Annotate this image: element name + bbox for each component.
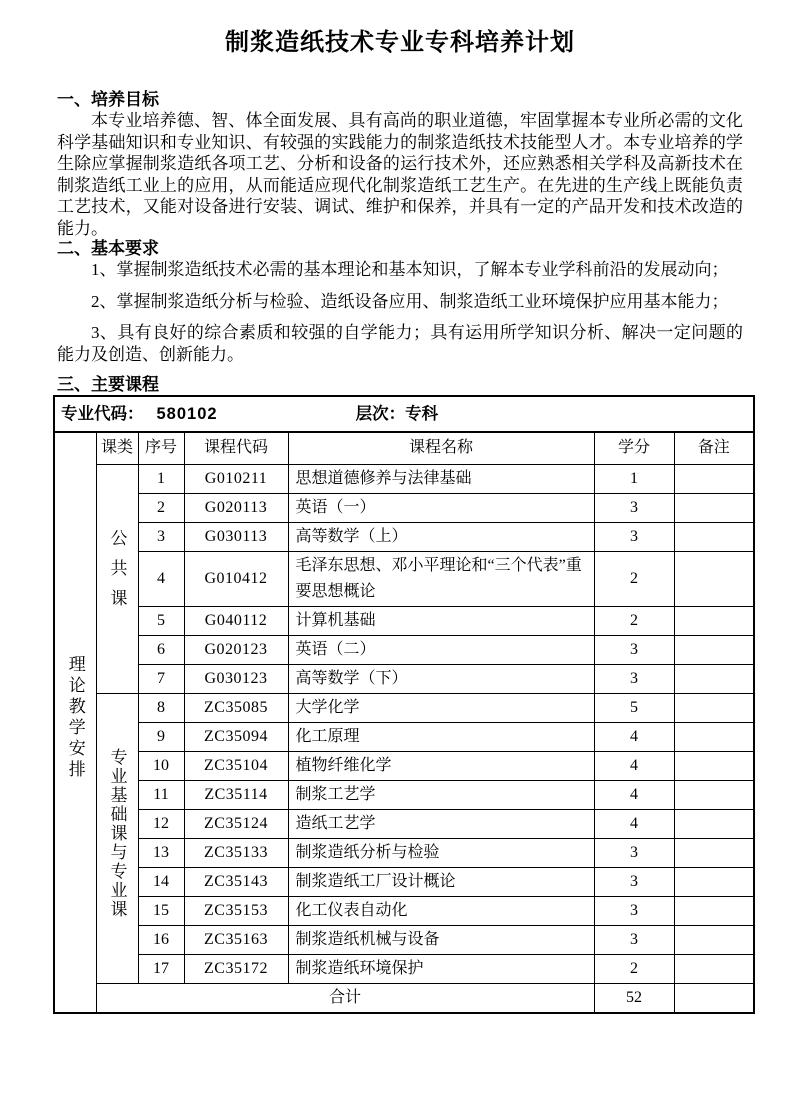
course-name-cell: 高等数学（下） [288, 664, 594, 693]
course-row [54, 693, 754, 722]
major-code-label: 专业代码： [61, 405, 144, 423]
course-category-cell [96, 693, 138, 983]
section-goal-body: 本专业培养德、智、体全面发展、具有高尚的职业道德，牢固掌握本专业所必需的文化科学基础知识和专业知识、有较强的实践能力的制浆造纸技术技能型人才。本专业培养的学生除应掌握制浆造纸各项工艺、分析和设备的运行技术外，还应熟悉相关学科及高新技术在制浆造纸工业上的应用，从而能适应现代化制浆造纸工艺生产。在先进的生产线上既能负责工艺技术，又能对设备进行安装、调试、维护和保养，并具有一定的产品开发和技术改造的能力。 [57, 111, 743, 238]
course-row [54, 954, 754, 983]
course-credits-cell: 2 [594, 954, 674, 983]
course-name-cell: 计算机基础 [288, 606, 594, 635]
course-remarks-cell [674, 693, 754, 722]
course-row [54, 867, 754, 896]
course-credits-cell: 3 [594, 867, 674, 896]
course-name-cell: 英语（二） [288, 635, 594, 664]
course-credits-cell: 4 [594, 809, 674, 838]
requirement-item-1: 1、掌握制浆造纸技术必需的基本理论和基本知识，了解本专业学科前沿的发展动向； [91, 260, 729, 279]
course-name-cell: 制浆造纸工厂设计概论 [288, 867, 594, 896]
course-name-cell: 植物纤维化学 [288, 751, 594, 780]
course-credits-cell: 3 [594, 925, 674, 954]
course-remarks-cell [674, 809, 754, 838]
course-row [54, 464, 754, 493]
course-row [54, 722, 754, 751]
course-row [54, 780, 754, 809]
course-index-cell: 10 [138, 751, 184, 780]
course-remarks-cell [674, 522, 754, 551]
document-title: 制浆造纸技术专业专科培养计划 [225, 29, 575, 56]
section-requirements-heading: 二、基本要求 [57, 239, 159, 258]
course-name-cell: 造纸工艺学 [288, 809, 594, 838]
course-remarks-cell [674, 925, 754, 954]
course-remarks-cell [674, 551, 754, 606]
course-credits-cell: 3 [594, 522, 674, 551]
col-header-name: 课程名称 [288, 432, 594, 464]
course-index-cell: 3 [138, 522, 184, 551]
course-row [54, 635, 754, 664]
course-credits-cell: 4 [594, 722, 674, 751]
requirement-item-2: 2、掌握制浆造纸分析与检验、造纸设备应用、制浆造纸工业环境保护应用基本能力； [91, 291, 729, 311]
course-index-cell: 14 [138, 867, 184, 896]
course-code-cell: ZC35143 [184, 867, 288, 896]
course-credits-cell: 4 [594, 780, 674, 809]
course-row [54, 925, 754, 954]
course-name-cell: 大学化学 [288, 693, 594, 722]
course-name-cell: 制浆造纸机械与设备 [288, 925, 594, 954]
course-credits-cell: 1 [594, 464, 674, 493]
course-code-cell: ZC35172 [184, 954, 288, 983]
course-code-cell: G020123 [184, 635, 288, 664]
course-name-cell: 高等数学（上） [288, 522, 594, 551]
course-table [53, 395, 755, 1014]
total-credits-cell: 52 [594, 983, 674, 1013]
course-index-cell: 12 [138, 809, 184, 838]
course-code-cell: G010211 [184, 464, 288, 493]
col-header-code: 课程代码 [184, 432, 288, 464]
course-index-cell: 11 [138, 780, 184, 809]
course-code-cell: ZC35114 [184, 780, 288, 809]
course-code-cell: ZC35153 [184, 896, 288, 925]
total-label-cell: 合计 [96, 983, 594, 1013]
course-credits-cell: 3 [594, 664, 674, 693]
course-row [54, 838, 754, 867]
course-index-cell: 15 [138, 896, 184, 925]
course-index-cell: 8 [138, 693, 184, 722]
col-header-category: 课类 [96, 432, 138, 464]
course-row [54, 522, 754, 551]
course-index-cell: 1 [138, 464, 184, 493]
course-code-cell: ZC35104 [184, 751, 288, 780]
course-name-cell: 毛泽东思想、邓小平理论和“三个代表”重要思想概论 [288, 551, 594, 606]
course-code-cell: G020113 [184, 493, 288, 522]
table-meta-cell [54, 396, 754, 432]
course-remarks-cell [674, 464, 754, 493]
course-index-cell: 16 [138, 925, 184, 954]
course-remarks-cell [674, 896, 754, 925]
table-header-row [54, 432, 754, 464]
col-header-index: 序号 [138, 432, 184, 464]
total-remarks-cell [674, 983, 754, 1013]
section-courses-heading: 三、主要课程 [57, 375, 159, 394]
course-index-cell: 5 [138, 606, 184, 635]
course-index-cell: 17 [138, 954, 184, 983]
course-index-cell: 2 [138, 493, 184, 522]
course-code-cell: G010412 [184, 551, 288, 606]
course-credits-cell: 2 [594, 551, 674, 606]
col-header-remarks: 备注 [674, 432, 754, 464]
col-header-credits: 学分 [594, 432, 674, 464]
course-code-cell: ZC35094 [184, 722, 288, 751]
course-category-label: 公共课 [107, 529, 127, 619]
course-remarks-cell [674, 493, 754, 522]
course-remarks-cell [674, 838, 754, 867]
section-goal-heading: 一、培养目标 [57, 90, 159, 109]
course-index-cell: 4 [138, 551, 184, 606]
course-credits-cell: 5 [594, 693, 674, 722]
course-name-cell: 化工原理 [288, 722, 594, 751]
course-name-cell: 制浆造纸分析与检验 [288, 838, 594, 867]
requirement-item-3: 3、具有良好的综合素质和较强的自学能力；具有运用所学知识分析、解决一定问题的能力及创造、创新能力。 [57, 323, 743, 364]
course-name-cell: 思想道德修养与法律基础 [288, 464, 594, 493]
course-row [54, 606, 754, 635]
level-value: 专科 [405, 405, 439, 423]
course-credits-cell: 3 [594, 493, 674, 522]
course-category-cell [96, 464, 138, 693]
table-total-row [54, 983, 754, 1013]
level-label: 层次： [355, 405, 406, 423]
course-index-cell: 7 [138, 664, 184, 693]
course-code-cell: ZC35163 [184, 925, 288, 954]
course-code-cell: G040112 [184, 606, 288, 635]
course-row [54, 751, 754, 780]
course-row [54, 896, 754, 925]
course-row [54, 664, 754, 693]
course-remarks-cell [674, 664, 754, 693]
course-credits-cell: 2 [594, 606, 674, 635]
side-label-cell [54, 432, 96, 1013]
course-name-cell: 制浆造纸环境保护 [288, 954, 594, 983]
course-credits-cell: 3 [594, 838, 674, 867]
course-row [54, 493, 754, 522]
course-index-cell: 13 [138, 838, 184, 867]
course-code-cell: ZC35133 [184, 838, 288, 867]
course-code-cell: ZC35124 [184, 809, 288, 838]
course-credits-cell: 3 [594, 635, 674, 664]
side-label: 理论教学安排 [65, 655, 85, 781]
course-index-cell: 6 [138, 635, 184, 664]
course-remarks-cell [674, 954, 754, 983]
course-remarks-cell [674, 867, 754, 896]
course-code-cell: G030123 [184, 664, 288, 693]
course-remarks-cell [674, 635, 754, 664]
course-index-cell: 9 [138, 722, 184, 751]
course-name-cell: 化工仪表自动化 [288, 896, 594, 925]
course-credits-cell: 3 [594, 896, 674, 925]
course-name-cell: 制浆工艺学 [288, 780, 594, 809]
course-code-cell: ZC35085 [184, 693, 288, 722]
course-credits-cell: 4 [594, 751, 674, 780]
table-meta-row [54, 396, 754, 432]
course-name-cell: 英语（一） [288, 493, 594, 522]
course-row [54, 551, 754, 606]
course-remarks-cell [674, 606, 754, 635]
course-remarks-cell [674, 780, 754, 809]
major-code-value: 580102 [156, 405, 218, 423]
course-remarks-cell [674, 751, 754, 780]
course-row [54, 809, 754, 838]
course-remarks-cell [674, 722, 754, 751]
course-code-cell: G030113 [184, 522, 288, 551]
course-category-label: 专业基础课与专业课 [107, 748, 127, 919]
